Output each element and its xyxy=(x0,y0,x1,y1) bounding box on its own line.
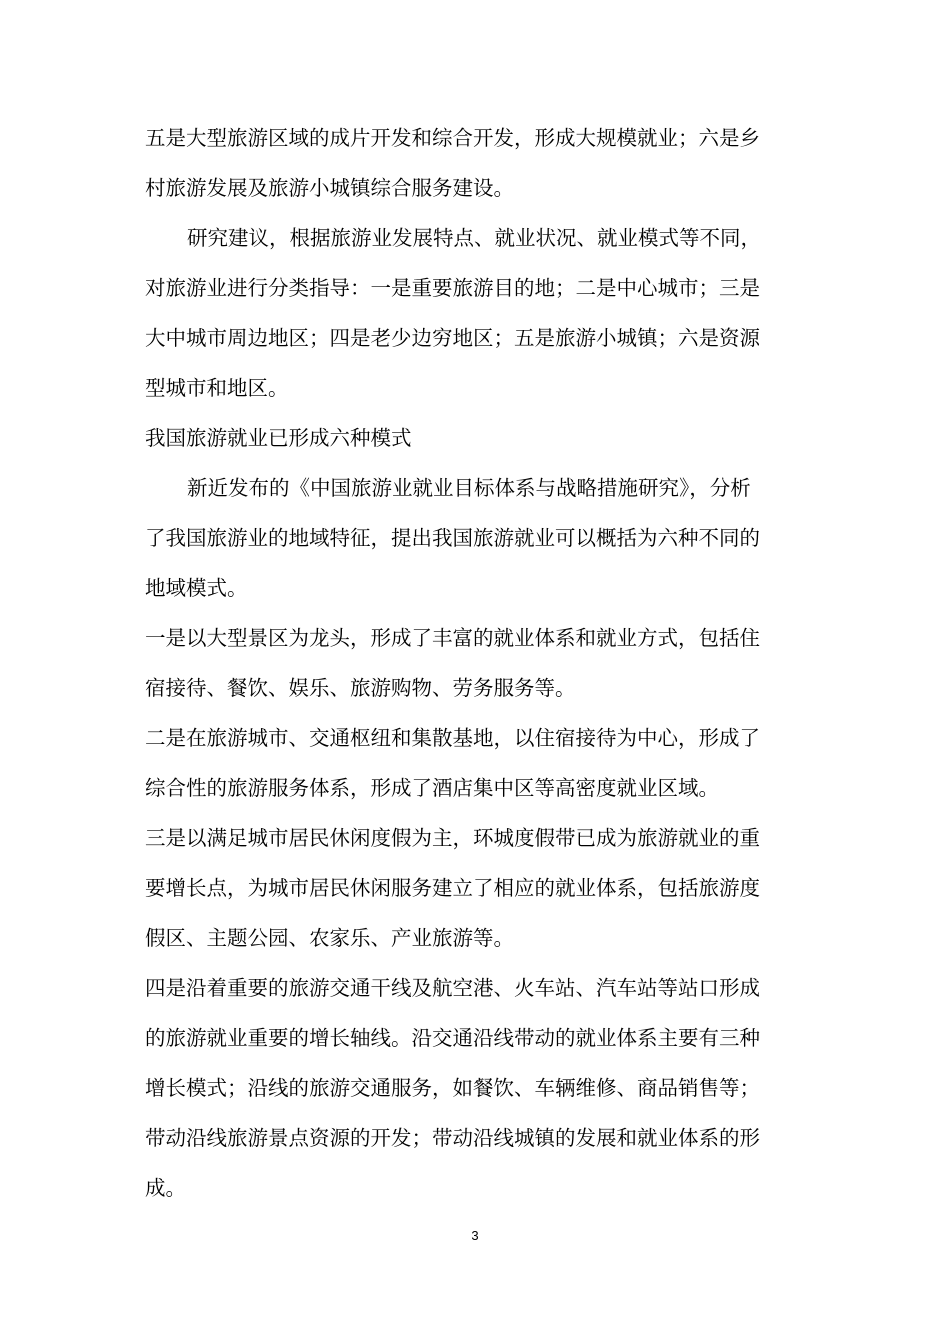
text-line: 三是以满足城市居民休闲度假为主，环城度假带已成为旅游就业的重 xyxy=(145,826,760,850)
text-line: 一是以大型景区为龙头，形成了丰富的就业体系和就业方式，包括住 xyxy=(145,626,760,650)
text-line: 大中城市周边地区；四是老少边穷地区；五是旅游小城镇；六是资源 xyxy=(145,326,760,350)
text-line: 村旅游发展及旅游小城镇综合服务建设。 xyxy=(145,176,514,200)
text-line: 了我国旅游业的地域特征，提出我国旅游就业可以概括为六种不同的 xyxy=(145,526,760,550)
text-line: 成。 xyxy=(145,1176,186,1200)
text-line: 对旅游业进行分类指导：一是重要旅游目的地；二是中心城市；三是 xyxy=(145,276,760,300)
text-line: 假区、主题公园、农家乐、产业旅游等。 xyxy=(145,926,514,950)
text-line: 型城市和地区。 xyxy=(145,376,289,400)
text-line: 二是在旅游城市、交通枢纽和集散基地，以住宿接待为中心，形成了 xyxy=(145,726,760,750)
text-line: 带动沿线旅游景点资源的开发；带动沿线城镇的发展和就业体系的形 xyxy=(145,1126,760,1150)
body-text xyxy=(145,113,809,1213)
text-line: 五是大型旅游区域的成片开发和综合开发，形成大规模就业；六是乡 xyxy=(145,126,760,150)
text-line: 研究建议，根据旅游业发展特点、就业状况、就业模式等不同， xyxy=(187,226,761,250)
text-line: 要增长点，为城市居民休闲服务建立了相应的就业体系，包括旅游度 xyxy=(145,876,760,900)
text-line: 综合性的旅游服务体系，形成了酒店集中区等高密度就业区域。 xyxy=(145,776,719,800)
text-line: 四是沿着重要的旅游交通干线及航空港、火车站、汽车站等站口形成 xyxy=(145,976,760,1000)
text-line: 增长模式；沿线的旅游交通服务，如餐饮、车辆维修、商品销售等； xyxy=(145,1076,760,1100)
text-line: 地域模式。 xyxy=(145,576,248,600)
text-line: 新近发布的《中国旅游业就业目标体系与战略措施研究》，分析 xyxy=(187,476,751,500)
page-number: 3 xyxy=(471,1228,479,1243)
text-line: 的旅游就业重要的增长轴线。沿交通沿线带动的就业体系主要有三种 xyxy=(145,1026,760,1050)
text-line: 宿接待、餐饮、娱乐、旅游购物、劳务服务等。 xyxy=(145,676,576,700)
section-heading: 我国旅游就业已形成六种模式 xyxy=(145,426,412,450)
